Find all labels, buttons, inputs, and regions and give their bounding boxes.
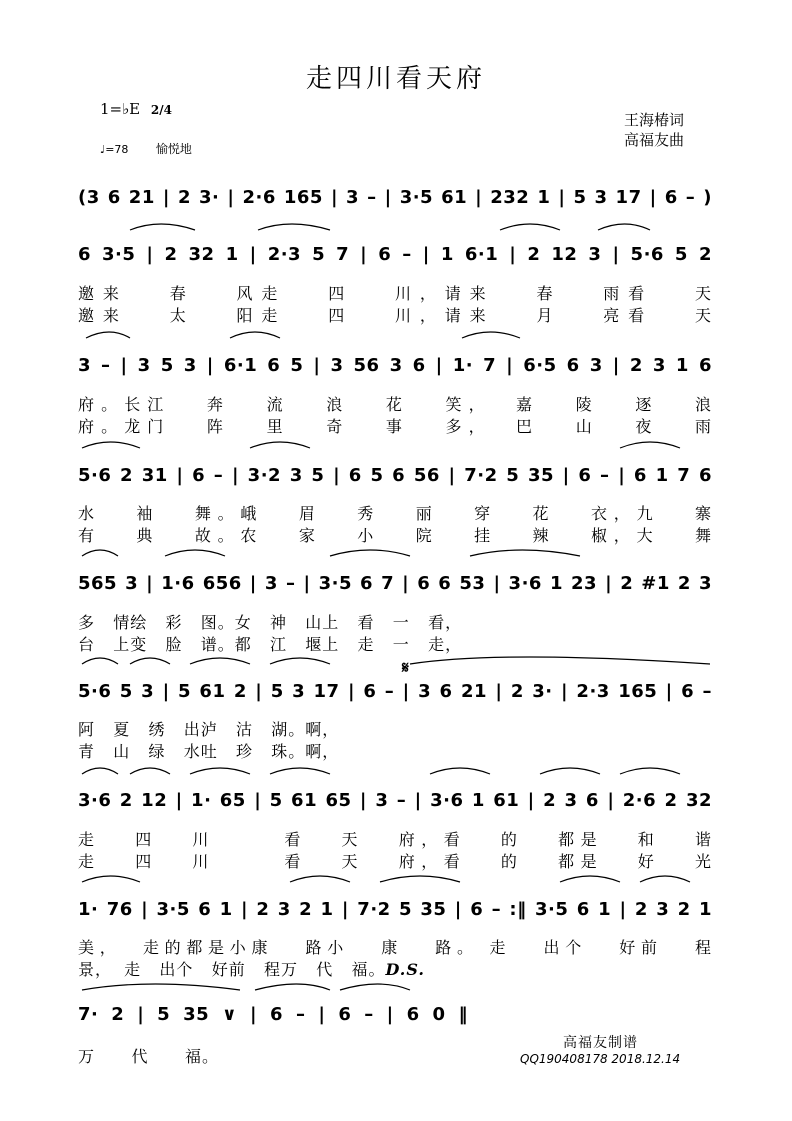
slur-arc [540, 768, 600, 774]
slur-arc [82, 550, 118, 556]
slur-arc [86, 332, 130, 338]
song-title: 走四川看天府 [305, 64, 486, 94]
slur-arc [462, 332, 520, 338]
lyric-verse-1: 万 代 福。 [78, 1047, 220, 1066]
engraver-credit: 高福友制谱 [563, 1035, 638, 1051]
notation-line: 7· 2 | 5 35 ∨ | 6 – | 6 – | 6 0 ‖ [78, 1004, 468, 1025]
slur-arc [340, 984, 410, 990]
lyricist: 王海椿词 [624, 111, 685, 129]
slur-arc [380, 876, 460, 882]
segno-sign: 𝄋 [402, 658, 409, 677]
lyric-verse-2: 走 四 川 看 天 府，看 的 都是 好 光 [78, 852, 712, 871]
notation-line: 3 – | 3 5 3 | 6·1 6 5 | 3 56 3 6 | 1· 7 | 6·5 6 3 | 2 3 1 6 [78, 355, 712, 376]
notation-line: 1· 76 | 3·5 6 1 | 2 3 2 1 | 7·2 5 35 | 6 – :‖ 3·5 6 1 | 2 3 2 1 [78, 899, 712, 920]
slur-arc [130, 658, 170, 664]
slur-arc [255, 984, 330, 990]
slur-arc [500, 224, 560, 230]
lyric-verse-1: 美， 走的都是小康 路小 康 路。 走 出个 好前 程 [78, 938, 712, 957]
notation-line: 6 3·5 | 2 32 1 | 2·3 5 7 | 6 – | 1 6·1 | 2 12 3 | 5·6 5 2 [78, 244, 712, 265]
lyric-verse-2: 邀来 太 阳走 四 川，请来 月 亮看 天 [78, 306, 712, 325]
slur-arc [640, 876, 690, 882]
notation-line: (3 6 21 | 2 3· | 2·6 165 | 3 – | 3·5 61 | 232 1 | 5 3 17 | 6 – ) [78, 187, 712, 208]
notation-line: 565 3 | 1·6 656 | 3 – | 3·5 6 7 | 6 6 53 | 3·6 1 23 | 2 #1 2 3 [78, 573, 712, 594]
lyric-verse-1: 走 四 川 看 天 府，看 的 都是 和 谐 [78, 830, 712, 849]
notation-line: 5·6 5 3 | 5 61 2 | 5 3 17 | 6 – | 3 6 21 | 2 3· | 2·3 165 | 6 – [78, 681, 712, 702]
lyric-verse-1: 多 情绘 彩 图。女 神 山上 看 一 看， [78, 613, 463, 632]
slur-arc [82, 768, 118, 774]
tempo-value: ♩=78 [100, 143, 129, 156]
slur-arc [130, 768, 170, 774]
slur-arc [430, 768, 490, 774]
slur-arc [130, 224, 195, 230]
notation-line: 5·6 2 31 | 6 – | 3·2 3 5 | 6 5 6 56 | 7·2 5 35 | 6 – | 6 1 7 6 [78, 465, 712, 486]
slur-arc [620, 768, 680, 774]
slur-arc [250, 442, 310, 448]
slur-arc [190, 658, 250, 664]
slur-arc [82, 876, 140, 882]
slur-arc [82, 442, 140, 448]
composer: 高福友曲 [624, 131, 685, 149]
slur-arc [82, 984, 240, 990]
slur-arc [270, 768, 330, 774]
ds-repeat-sign: D.S. [385, 960, 425, 979]
slur-arc [560, 876, 620, 882]
lyric-verse-2: 府。龙门 阵 里 奇 事 多， 巴 山 夜 雨 [78, 417, 712, 436]
expression-mark: 愉悦地 [155, 142, 192, 156]
lyric-verse-2: 台 上变 脸 谱。都 江 堰上 走 一 走， [78, 635, 463, 654]
lyric-verse-1: 邀来 春 风走 四 川，请来 春 雨看 天 [78, 284, 712, 303]
key-signature: 1=♭E [100, 100, 141, 118]
slur-arc [258, 224, 330, 230]
slur-arc [270, 658, 330, 664]
slur-arc [598, 224, 650, 230]
lyric-verse-2-text: 景， 走 出个 好前 程万 代 福。 [78, 960, 386, 979]
slur-arc [190, 768, 250, 774]
slur-arc [82, 658, 118, 664]
slur-arc [620, 442, 680, 448]
slur-arc [165, 550, 225, 556]
segno-bracket [410, 657, 710, 664]
time-signature: 2/4 [150, 103, 173, 117]
notation-line: 3·6 2 12 | 1· 65 | 5 61 65 | 3 – | 3·6 1 61 | 2 3 6 | 2·6 2 32 [78, 790, 712, 811]
slur-arc [330, 550, 410, 556]
lyric-verse-1: 府。长江 奔 流 浪 花 笑， 嘉 陵 逐 浪 [78, 395, 712, 414]
slur-arc [470, 550, 580, 556]
lyric-verse-2: 青 山 绿 水吐 珍 珠。啊， [78, 742, 340, 761]
contact-and-date: QQ190408178 2018.12.14 [520, 1052, 681, 1066]
lyric-verse-2: 有 典 故。农 家 小 院 挂 辣 椒，大 舞 [78, 526, 712, 545]
slur-arc [290, 876, 350, 882]
lyric-verse-1: 水 袖 舞。峨 眉 秀 丽 穿 花 衣，九 寨 [78, 504, 712, 523]
slur-arc [230, 332, 280, 338]
lyric-verse-1: 阿 夏 绣 出泸 沽 湖。啊， [78, 720, 340, 739]
